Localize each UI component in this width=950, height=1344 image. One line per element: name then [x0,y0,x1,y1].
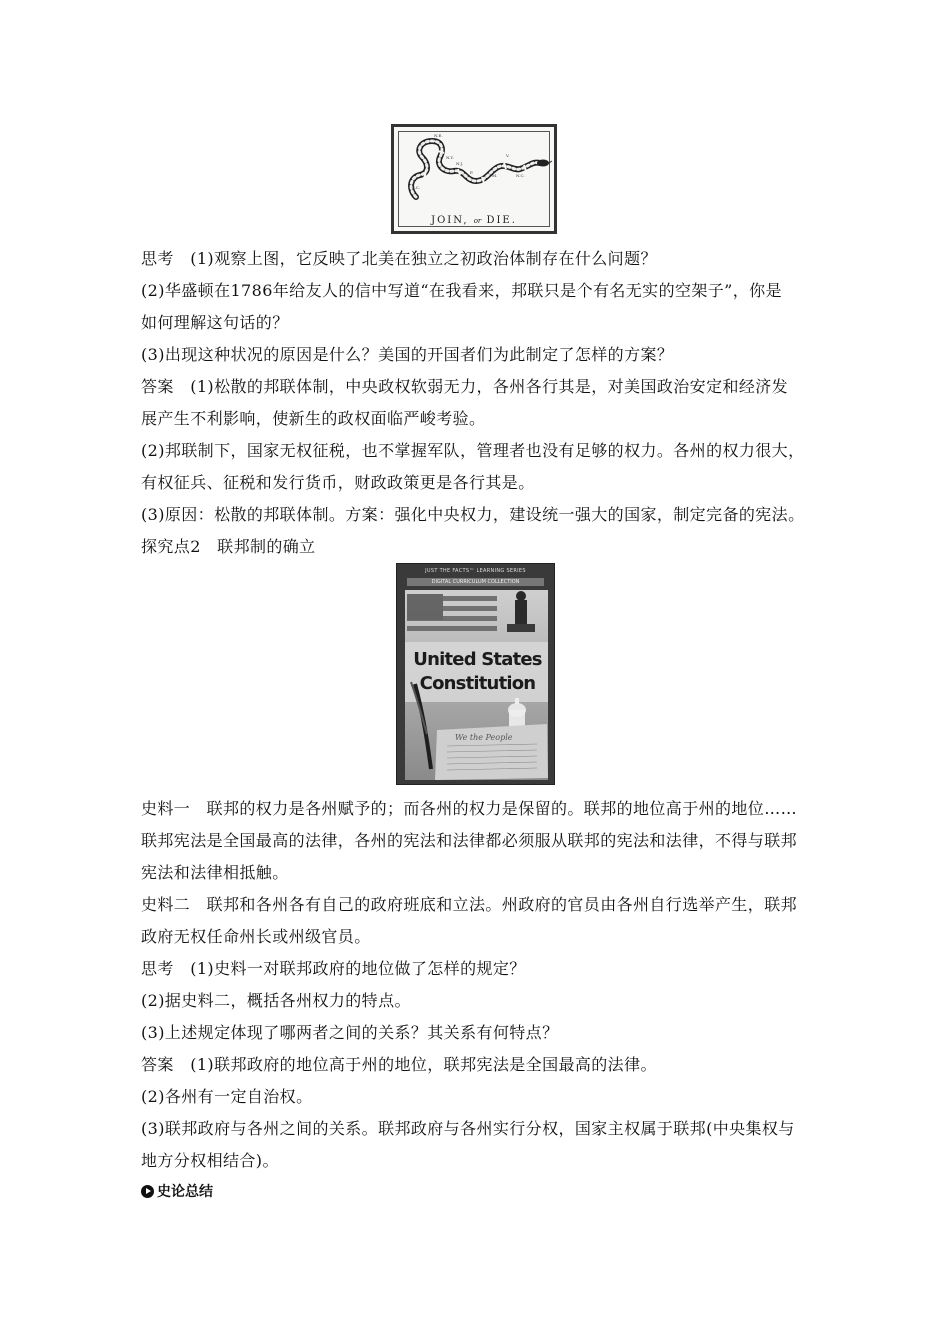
snake-label: N.J. [456,161,464,166]
question-line: (3)出现这种状况的原因是什么？美国的开国者们为此制定了怎样的方案？ [141,345,674,364]
subseries-label: DIGITAL CURRICULUM COLLECTION [407,578,544,586]
play-circle-icon [141,1185,154,1198]
source-line: 宪法和法律相抵触。 [141,863,289,882]
answer-line: 答案 (1)松散的邦联体制，中央政权软弱无力，各州各行其是，对美国政治安定和经济发 [141,377,789,396]
source-line: 政府无权任命州长或州级官员。 [141,927,371,946]
question-line: (3)上述规定体现了哪两者之间的关系？其关系有何特点？ [141,1023,559,1042]
book-title-line-1: United States [413,649,542,670]
snake-label: N.C. [516,173,525,178]
snake-label: N.E. [434,133,443,138]
section-heading: 探究点2 联邦制的确立 [141,537,316,556]
snake-label: P. [470,170,474,175]
series-label: JUST THE FACTS™ LEARNING SERIES [425,568,526,574]
answer-line: (3)联邦政府与各州之间的关系。联邦政府与各州实行分权，国家主权属于联邦(中央集权与 [141,1119,795,1138]
question-line: 思考 (1)史料一对联邦政府的地位做了怎样的规定？ [141,959,526,978]
book-title [409,648,546,696]
question-line: 如何理解这句话的？ [141,313,289,332]
question-line: 思考 (1)观察上图，它反映了北美在独立之初政治体制存在什么问题？ [141,249,657,268]
snake-illustration [394,127,554,211]
snake-label: V. [506,153,510,158]
answer-line: (3)原因：松散的邦联体制。方案：强化中央权力，建设统一强大的国家，制定完备的宪法。 [141,505,805,524]
source-line: 史料二 联邦和各州各有自己的政府班底和立法。州政府的官员由各州自行选举产生，联邦 [141,895,798,914]
question-line: (2)华盛顿在1786年给友人的信中写道“在我看来，邦联只是个有名无实的空架子”，你是 [141,281,782,300]
summary-heading-text: 史论总结 [157,1184,213,1200]
snake-label: N.Y. [446,155,454,160]
caption-die: DIE. [486,215,517,226]
answer-line: 地方分权相结合)。 [141,1151,279,1170]
parchment-text: We the People [455,733,513,742]
caption-or: or [473,217,482,225]
constitution-book-cover-image [396,563,555,785]
snake-label: S.C. [412,185,421,190]
answer-line: 展产生不利影响，使新生的政权面临严峻考验。 [141,409,486,428]
answer-line: (2)邦联制下，国家无权征税，也不掌握军队，管理者也没有足够的权力。各州的权力很大， [141,441,805,460]
image-caption [394,215,554,226]
answer-line: 答案 (1)联邦政府的地位高于州的地位，联邦宪法是全国最高的法律。 [141,1055,657,1074]
join-or-die-image [391,124,557,234]
snake-label: M. [492,173,498,178]
question-line: (2)据史料二，概括各州权力的特点。 [141,991,411,1010]
summary-heading [141,1181,213,1203]
book-title-line-2: Constitution [419,673,536,694]
caption-join: JOIN, [431,215,469,226]
source-line: 史料一 联邦的权力是各州赋予的；而各州的权力是保留的。联邦的地位高于州的地位…… [141,799,798,818]
answer-line: 有权征兵、征税和发行货币，财政政策更是各行其是。 [141,473,535,492]
source-line: 联邦宪法是全国最高的法律，各州的宪法和法律都必须服从联邦的宪法和法律，不得与联邦 [141,831,798,850]
answer-line: (2)各州有一定自治权。 [141,1087,313,1106]
